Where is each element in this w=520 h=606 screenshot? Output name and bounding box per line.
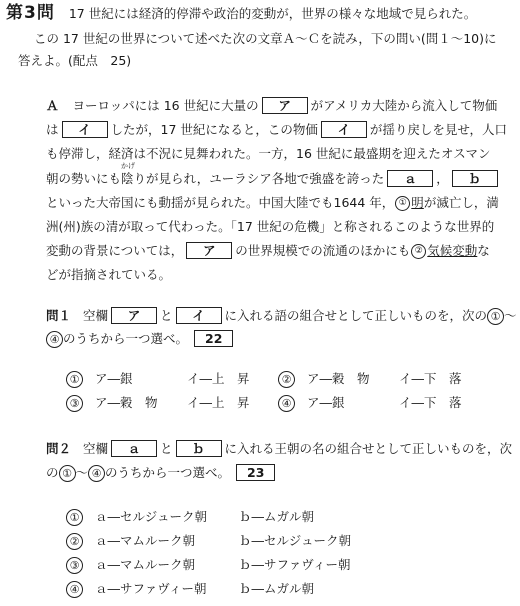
- question-text: に入れる語の組合せとして正しいものを，次の: [224, 308, 488, 323]
- option-number: ②: [66, 533, 83, 550]
- blank-box-ka: ａ: [387, 170, 433, 187]
- option-part-b: ｂ―サファヴィー朝: [239, 557, 351, 572]
- option-part-b: ｂ―セルジューク朝: [239, 533, 351, 548]
- blank-box-a: ア: [262, 97, 308, 114]
- option-part-b: イ―上 昇: [187, 371, 250, 386]
- option-part-b: ｂ―ムガル朝: [239, 581, 315, 596]
- passage-text: といった大帝国にも動揺が見られた。中国大陸でも1644 年，: [46, 195, 395, 210]
- option-part-a: ａ―マムルーク朝: [95, 557, 196, 572]
- passage-text: がアメリカ大陸から流入して物価: [310, 98, 498, 113]
- question-text: と: [160, 441, 173, 456]
- question-text: のうちから一つ選べ。: [105, 465, 231, 480]
- answer-option[interactable]: [66, 556, 351, 574]
- answer-option[interactable]: [66, 370, 250, 388]
- question-1-line-1: [46, 307, 517, 325]
- option-number: ③: [66, 395, 83, 412]
- intro-text-1: 17 世紀には経済的停滞や政治的変動が，世界の様々な地域で見られた。: [68, 6, 477, 21]
- choice-circle-1: ①: [487, 308, 504, 325]
- passage-text: な: [477, 243, 490, 258]
- passage-text: ヨーロッパには 16 世紀に大量の: [72, 98, 259, 113]
- blank-box-i-2: イ: [321, 121, 367, 138]
- option-part-a: ａ―マムルーク朝: [95, 533, 196, 548]
- answer-option[interactable]: [66, 580, 314, 598]
- passage-text: ，: [436, 171, 449, 186]
- question-text: 空欄: [83, 441, 109, 456]
- passage-a-line-4: [46, 162, 501, 188]
- blank-box-kb: ｂ: [452, 170, 498, 187]
- option-part-a: ア―穀 物: [307, 371, 370, 386]
- section-title: 第3問: [6, 3, 55, 23]
- ruby-base: 陰: [121, 171, 134, 186]
- answer-option[interactable]: [66, 394, 250, 412]
- option-part-a: ア―穀 物: [95, 395, 158, 410]
- passage-text: は: [46, 122, 59, 137]
- question-2-line-1: [46, 440, 512, 458]
- intro-text-2: この 17 世紀の世界について述べた次の文章Ａ～Ｃを読み，下の問い(問１～10)に: [34, 31, 497, 46]
- question-2-label: 問２: [46, 441, 72, 456]
- answer-option[interactable]: [66, 508, 314, 526]
- option-number: ④: [278, 395, 295, 412]
- blank-box-a-2: ア: [186, 242, 232, 259]
- passage-text: したが，17 世紀になると，この物価: [110, 122, 318, 137]
- passage-text: の世界規模での流通のほかにも: [235, 243, 411, 258]
- option-part-a: ａ―サファヴィー朝: [95, 581, 207, 596]
- intro-text-3: 答えよ。(配点 25): [18, 53, 132, 68]
- option-number: ②: [278, 371, 295, 388]
- underline-marker-2: ②: [411, 244, 426, 259]
- passage-a-line-8: どが指摘されている。: [46, 267, 172, 282]
- answer-box-23[interactable]: 23: [236, 464, 275, 481]
- underline-marker-1: ①: [395, 196, 410, 211]
- passage-a-line-1: [46, 97, 497, 115]
- question-1-label: 問１: [46, 308, 72, 323]
- choice-circle-4: ④: [46, 331, 63, 348]
- question-text: ～: [75, 465, 89, 480]
- passage-a-label: Ａ: [46, 98, 59, 113]
- passage-text: が揺り戻しを見せ，人口: [369, 122, 508, 137]
- header-line-1: [6, 4, 476, 23]
- option-part-a: ア―銀: [95, 371, 133, 386]
- answer-option[interactable]: [278, 370, 462, 388]
- underlined-term: 明: [411, 195, 424, 210]
- option-part-a: ａ―セルジューク朝: [95, 509, 207, 524]
- question-text: と: [160, 308, 173, 323]
- answer-option[interactable]: [278, 394, 462, 412]
- option-part-a: ア―銀: [307, 395, 345, 410]
- ruby-reading: かげ: [121, 162, 136, 170]
- blank-box-i: イ: [62, 121, 108, 138]
- option-number: ④: [66, 581, 83, 598]
- question-text: ～: [504, 308, 517, 323]
- passage-text: りが見られ，ユーラシア各地で強盛を誇った: [133, 171, 385, 186]
- passage-text: 朝の勢いにも: [46, 171, 122, 186]
- option-part-b: イ―上 昇: [187, 395, 250, 410]
- ruby-word: [121, 162, 136, 188]
- answer-box-22[interactable]: 22: [194, 330, 233, 347]
- option-number: ③: [66, 557, 83, 574]
- choice-circle-1: ①: [59, 465, 76, 482]
- option-part-b: ｂ―ムガル朝: [239, 509, 315, 524]
- q1-blank-i: イ: [176, 307, 222, 324]
- passage-a-line-3: も停滞し，経済は不況に見舞われた。一方，16 世紀に最盛期を迎えたオスマン: [46, 146, 491, 161]
- q2-blank-a: ａ: [111, 440, 157, 457]
- underlined-term: 気候変動: [427, 243, 478, 258]
- question-text: 空欄: [83, 308, 109, 323]
- choice-circle-4: ④: [88, 465, 105, 482]
- question-text: の: [46, 465, 59, 480]
- question-1-line-2: [46, 330, 233, 348]
- passage-a-line-7: [46, 242, 490, 260]
- q2-blank-b: ｂ: [176, 440, 222, 457]
- passage-a-line-6: 洲(州)族の清が取って代わった。「17 世紀の危機」と称されるこのような世界的: [46, 219, 495, 234]
- question-text: に入れる王朝の名の組合せとして正しいものを，次: [224, 441, 513, 456]
- passage-text: 変動の背景については，: [46, 243, 184, 258]
- question-text: のうちから一つ選べ。: [63, 331, 189, 346]
- option-number: ①: [66, 509, 83, 526]
- passage-a-line-2: [46, 121, 507, 139]
- answer-option[interactable]: [66, 532, 351, 550]
- option-number: ①: [66, 371, 83, 388]
- q1-blank-a: ア: [111, 307, 157, 324]
- option-part-b: イ―下 落: [399, 371, 462, 386]
- option-part-b: イ―下 落: [399, 395, 462, 410]
- question-2-line-2: [46, 464, 275, 482]
- passage-a-line-5: [46, 194, 499, 212]
- passage-text: が滅亡し，満: [423, 195, 499, 210]
